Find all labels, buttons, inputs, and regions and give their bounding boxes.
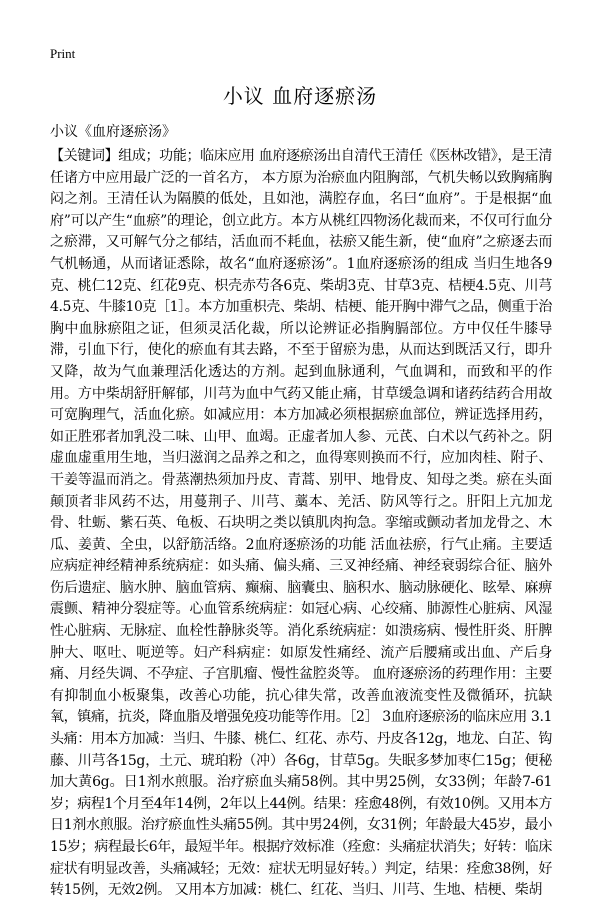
article-body: 【关键词】组成；功能；临床应用 血府逐瘀汤出自清代王清任《医林改错》，是王清任诸方中应用最广泛的一首名方， 本方原为治瘀血内阻胸部，气机失畅以致胸痛胸闷之剂。王清任认为隔膜的低处，且如池，满腔存血，名曰“血府”。于是根据“血府”可以产生“血瘀”的理论，创立此方。本方从桃红四物汤化裁而来，不仅可行血分之瘀滞，又可解气分之郁结，活血而不耗血，祛瘀又能生新，使“血府”之瘀逐去而气机畅通，从而诸证悉除，故名“血府逐瘀汤”。1血府逐瘀汤的组成 当归生地各9克、桃仁12克、红花9克、枳壳赤芍各6克、柴胡3克、甘草3克、桔梗4.5克、川芎4.5克、牛膝10克［1］。本方加重枳壳、柴胡、桔梗、能开胸中滞气之品，侧重于治胸中血脉瘀阻之证，但须灵活化裁，所以论辨证必指胸膈部位。方中仅任牛膝导滞，引血下行，使化的瘀血有其去路，不至于留瘀为患，从而达到既活又行，即升又降，故为气血兼理活化透达的方剂。起到血脉通利，气血调和，而致和平的作用。方中柴胡舒肝解郁，川芎为血中气药又能止痛，甘草缓急调和诸药结药合用故可宽胸理气，活血化瘀。如减应用：本方加减必须根据瘀血部位，辨证选择用药，如正胜邪者加乳没二味、山甲、血竭。正虚者加人参、元芪、白术以气药补之。阴虚血虚重用生地，当归滋润之品养之和之，血得寒则换而不行，应加肉桂、附子、干姜等温而消之。骨蒸潮热须加丹皮、青蒿、别甲、地骨皮、知母之类。瘀在头面颠顶者非风药不达，用蔓荆子、川芎、藁本、羌活、防风等行之。肝阳上亢加龙骨、牡蛎、紫石英、龟板、石块明之类以镇肌肉拘急。挛缩或颤动者加龙骨之、木瓜、姜黄、全虫，以舒筋活络。2血府逐瘀汤的功能 活血祛瘀，行气止痛。主要适应病症神经精神系统病症：如头痛、偏头痛、三叉神经痛、神经衰弱综合征、脑外伤后遗症、脑水肿、脑血管病、癫痫、脑囊虫、脑积水、脑动脉硬化、眩晕、麻痹震颤、精神分裂症等。心血管系统病症：如冠心病、心绞痛、肺源性心脏病、风湿性心脏病、无脉症、血栓性静脉炎等。消化系统病症：如溃疡病、慢性肝炎、肝脾肿大、呕吐、呃逆等。妇产科病症：如原发性痛经、流产后腰痛或出血、产后身痛、月经失调、不孕症、子宫肌瘤、慢性盆腔炎等。 血府逐瘀汤的药理作用：主要有抑制血小板聚集，改善心功能，抗心律失常，改善血液流变性及微循环，抗缺氧，镇痛，抗炎，降血脂及增强免疫功能等作用。［2］ 3血府逐瘀汤的临床应用 3.1头痛：用本方加减：当归、牛膝、桃仁、红花、赤芍、丹皮各12g，地龙、白芷、钩藤、川芎各15g，土元、琥珀粉（冲）各6g，甘草5g。失眠多梦加枣仁15g；便秘加大黄6g。日1剂水煎服。治疗瘀血头痛58例。其中男25例，女33例；年龄7-61岁；病程1个月至4年14例，2年以上44例。结果：痊愈48例，有效10例。又用本方日1剂水煎服。治疗瘀血性头痛55例。其中男24例，女31例；年龄最大45岁，最小15岁；病程最长6年，最短半年。根据疗效标准（痊愈：头痛症状消失；好转：临床症状有明显改善，头痛减轻；无效：症状无明显好转。）判定，结果：痊愈38例，好转15例，无效2例。 又用本方加减：桃仁、红花、当归、川芎、生地、桔梗、柴胡 <box>50 148 552 899</box>
page-title: 小议 血府逐瘀汤 <box>222 84 378 108</box>
article-subtitle: 小议《血府逐瘀汤》 <box>50 124 176 140</box>
print-link[interactable]: Print <box>50 46 76 61</box>
